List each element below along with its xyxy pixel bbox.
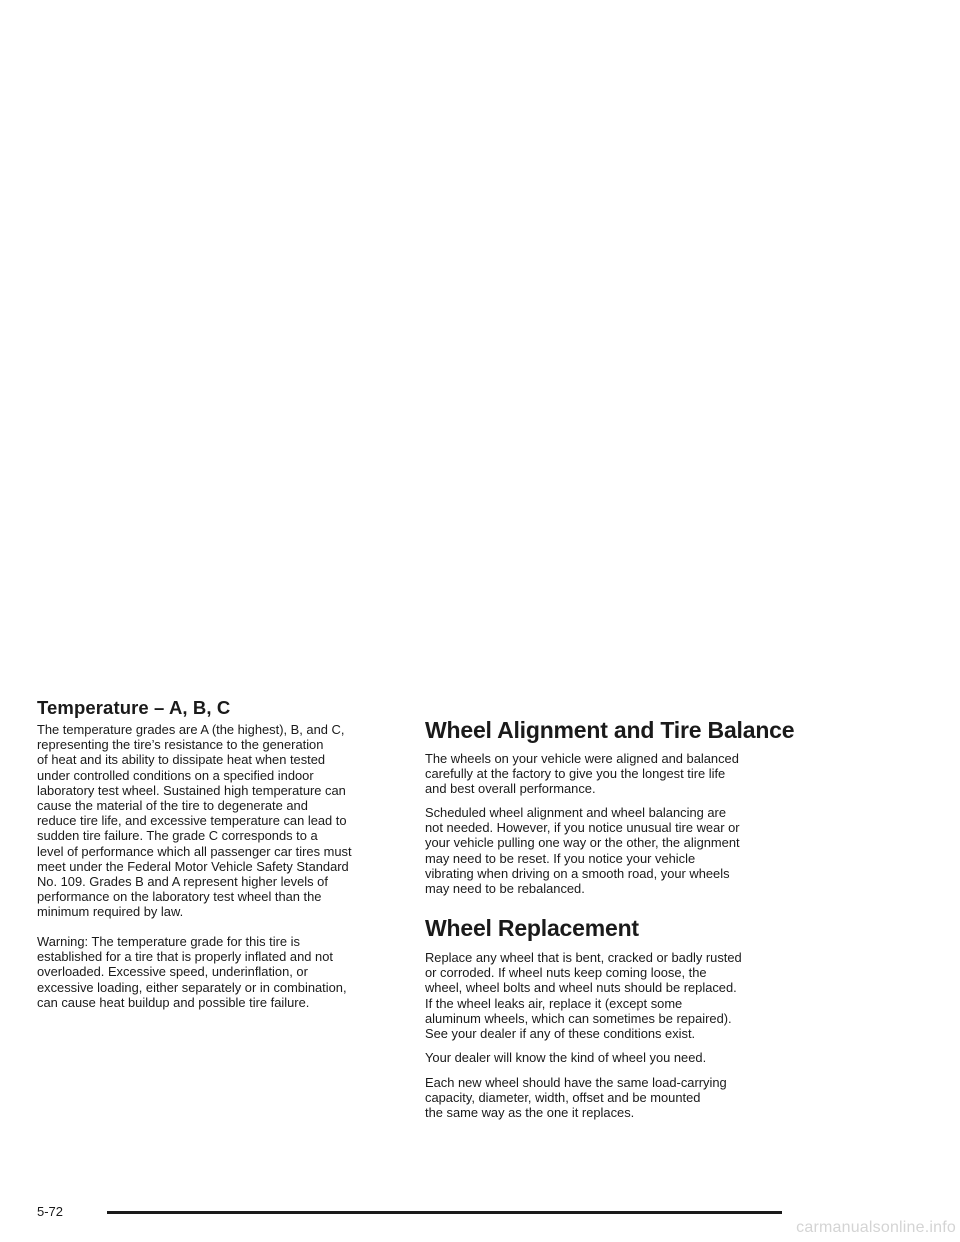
text-line: No. 109. Grades B and A represent higher levels of xyxy=(37,874,328,890)
text-line: sudden tire failure. The grade C corresponds to a xyxy=(37,828,318,844)
section-heading-wheel-replacement: Wheel Replacement xyxy=(425,915,639,941)
paragraph-temperature-grades xyxy=(37,722,352,920)
text-line: The wheels on your vehicle were aligned and balanced xyxy=(425,751,739,766)
text-line: aluminum wheels, which can sometimes be repaired). xyxy=(425,1010,732,1026)
text-line: The temperature grades are A (the highest), B, and C, xyxy=(37,722,345,737)
text-line: the same way as the one it replaces. xyxy=(425,1105,635,1121)
text-line: can cause heat buildup and possible tire failure. xyxy=(37,994,310,1010)
text-line: carefully at the factory to give you the longest tire life xyxy=(425,766,726,782)
text-line: your vehicle pulling one way or the other, the alignment xyxy=(425,835,740,851)
text-line: If the wheel leaks air, replace it (except some xyxy=(425,995,683,1011)
text-line: Replace any wheel that is bent, cracked or badly rusted xyxy=(425,950,742,965)
text-line: excessive loading, either separately or in combination, xyxy=(37,979,347,995)
text-line: laboratory test wheel. Sustained high temperature can xyxy=(37,782,346,798)
text-line: performance on the laboratory test wheel than the xyxy=(37,889,322,905)
text-line: Scheduled wheel alignment and wheel balancing are xyxy=(425,805,726,820)
text-line: meet under the Federal Motor Vehicle Safety Standard xyxy=(37,858,349,874)
paragraph-alignment-factory xyxy=(425,751,739,797)
section-heading-wheel-alignment: Wheel Alignment and Tire Balance xyxy=(425,717,795,743)
text-line: may need to be rebalanced. xyxy=(425,881,585,897)
paragraph-temperature-warning xyxy=(37,934,347,1010)
text-line: wheel, wheel bolts and wheel nuts should be replaced. xyxy=(425,980,737,996)
text-line: not needed. However, if you notice unusual tire wear or xyxy=(425,820,740,836)
text-line: under controlled conditions on a specified indoor xyxy=(37,767,314,783)
text-line: See your dealer if any of these conditions exist. xyxy=(425,1026,696,1042)
text-line: and best overall performance. xyxy=(425,781,596,797)
text-line: or corroded. If wheel nuts keep coming loose, the xyxy=(425,965,707,981)
text-line: of heat and its ability to dissipate heat when tested xyxy=(37,752,326,768)
text-line: cause the material of the tire to degenerate and xyxy=(37,798,308,814)
paragraph-alignment-scheduled xyxy=(425,805,740,896)
page-number: 5-72 xyxy=(37,1204,64,1219)
text-line: minimum required by law. xyxy=(37,904,184,920)
paragraph-replacement-new-wheel xyxy=(425,1075,727,1121)
text-line: established for a tire that is properly inflated and not xyxy=(37,949,333,965)
footer-rule xyxy=(107,1211,782,1214)
text-line: Your dealer will know the kind of wheel you need. xyxy=(425,1050,707,1065)
text-line: may need to be reset. If you notice your vehicle xyxy=(425,850,696,866)
paragraph-replacement-dealer xyxy=(425,1050,706,1065)
text-line: Each new wheel should have the same load-carrying xyxy=(425,1075,727,1090)
text-line: Warning: The temperature grade for this tire is xyxy=(37,934,300,949)
text-line: capacity, diameter, width, offset and be mounted xyxy=(425,1090,701,1106)
text-line: level of performance which all passenger car tires must xyxy=(37,843,352,859)
text-line: vibrating when driving on a smooth road, your wheels xyxy=(425,865,730,881)
text-line: representing the tire’s resistance to the generation xyxy=(37,737,324,753)
text-line: overloaded. Excessive speed, underinflation, or xyxy=(37,964,308,980)
text-line: reduce tire life, and excessive temperature can lead to xyxy=(37,813,347,829)
watermark: carmanualsonline.info xyxy=(796,1219,956,1236)
paragraph-replacement-conditions xyxy=(425,950,742,1041)
section-heading-temperature: Temperature – A, B, C xyxy=(37,697,231,718)
